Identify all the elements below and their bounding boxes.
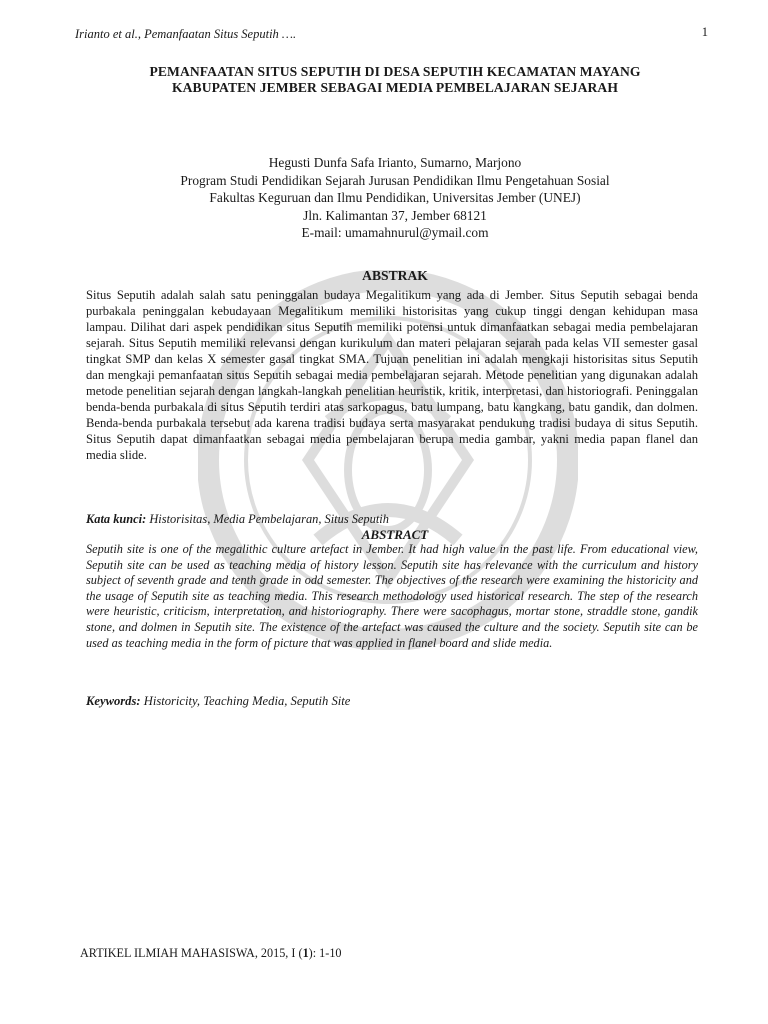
kata-kunci-label: Kata kunci: <box>86 512 147 526</box>
running-title: Irianto et al., Pemanfaatan Situs Seputih …. <box>75 27 297 41</box>
keywords-label: Keywords: <box>86 694 141 708</box>
author-program: Program Studi Pendidikan Sejarah Jurusan Pendidikan Ilmu Pengetahuan Sosial <box>180 172 610 188</box>
paper-title <box>80 64 710 96</box>
keywords-terms: Historicity, Teaching Media, Seputih Site <box>143 694 351 708</box>
author-block <box>80 154 710 242</box>
abstract-heading: ABSTRACT <box>361 527 429 542</box>
author-email: E-mail: umamahnurul@ymail.com <box>301 225 489 240</box>
kata-kunci-terms: Historisitas, Media Pembelajaran, Situs Seputih <box>149 512 389 526</box>
title-line-1: PEMANFAATAN SITUS SEPUTIH DI DESA SEPUTIH KECAMATAN MAYANG <box>149 64 641 79</box>
title-line-2: KABUPATEN JEMBER SEBAGAI MEDIA PEMBELAJARAN SEJARAH <box>171 80 619 95</box>
page-number: 1 <box>701 25 708 39</box>
abstract-text: Seputih site is one of the megalithic culture artefact in Jember. It had high value in the past life. From educational view, Seputih site can be used as teaching media of history lesson. Seputih site has relevance with the curriculum and history subject of seventh grade and tenth grade in odd semester. The objectives of the research were examining the historicity and the usage of Seputih site as teaching media. This research methodology used historical research. The step of the research were heuristic, criticism, interpretation, and historiography. There were sacophagus, mortar stone, straddle stone, gandik stone, and dolmen in Seputih site. The existence of the artefact was caused the culture and the society. Seputih site can be used as teaching media in the form of picture that was applied in flanel board and slide media. <box>86 542 698 650</box>
author-faculty: Fakultas Keguruan dan Ilmu Pendidikan, Universitas Jember (UNEJ) <box>209 190 581 205</box>
footer-suffix: ): 1-10 <box>308 946 342 960</box>
abstrak-heading: ABSTRAK <box>362 268 428 283</box>
footer-prefix: ARTIKEL ILMIAH MAHASISWA, 2015, I ( <box>80 946 303 960</box>
author-names: Hegusti Dunfa Safa Irianto, Sumarno, Marjono <box>268 155 522 170</box>
kata-kunci <box>86 512 698 527</box>
abstrak-text: Situs Seputih adalah salah satu peninggalan budaya Megalitikum yang ada di Jember. Situs Seputih sebagai benda purbakala peninggalan kebudayaan Megalitikum memiliki historisitas yang cukup tinggi dengan kehidupan masa lampau. Dilihat dari aspek pendidikan situs Seputih memiliki potensi untuk dimanfaatkan sebagai media pembelajaran sejarah. Situs Seputih memiliki relevansi dengan kurikulum dan materi pelajaran sejarah pada kelas VII semester gasal tingkat SMP dan kelas X semester gasal tingkat SMA. Tujuan penelitian ini adalah mengkaji historisitas situs Seputih dan mengkaji pemanfaatan situs Seputih sebagai media pembelajaran sejarah. Metode penelitian yang digunakan adalah metode penelitian sejarah dengan langkah-langkah penelitian heuristik, kritik, interpretasi, dan historiografi. Peninggalan benda-benda purbakala di situs Seputih terdiri atas sarkopagus, batu lumpang, batu kangkang, batu gandik, dan dolmen. Benda-benda purbakala tersebut ada karena tradisi budaya serta masyarakat pendukung tradisi budaya di situs Seputih. Situs Seputih dapat dimanfaatkan sebagai media pembelajaran berupa media gambar, yakni media papan flanel dan media slide. <box>86 288 698 462</box>
journal-footer <box>80 946 342 961</box>
keywords <box>86 694 698 709</box>
footer-issue: 1 <box>302 946 309 960</box>
author-address: Jln. Kalimantan 37, Jember 68121 <box>303 207 487 223</box>
